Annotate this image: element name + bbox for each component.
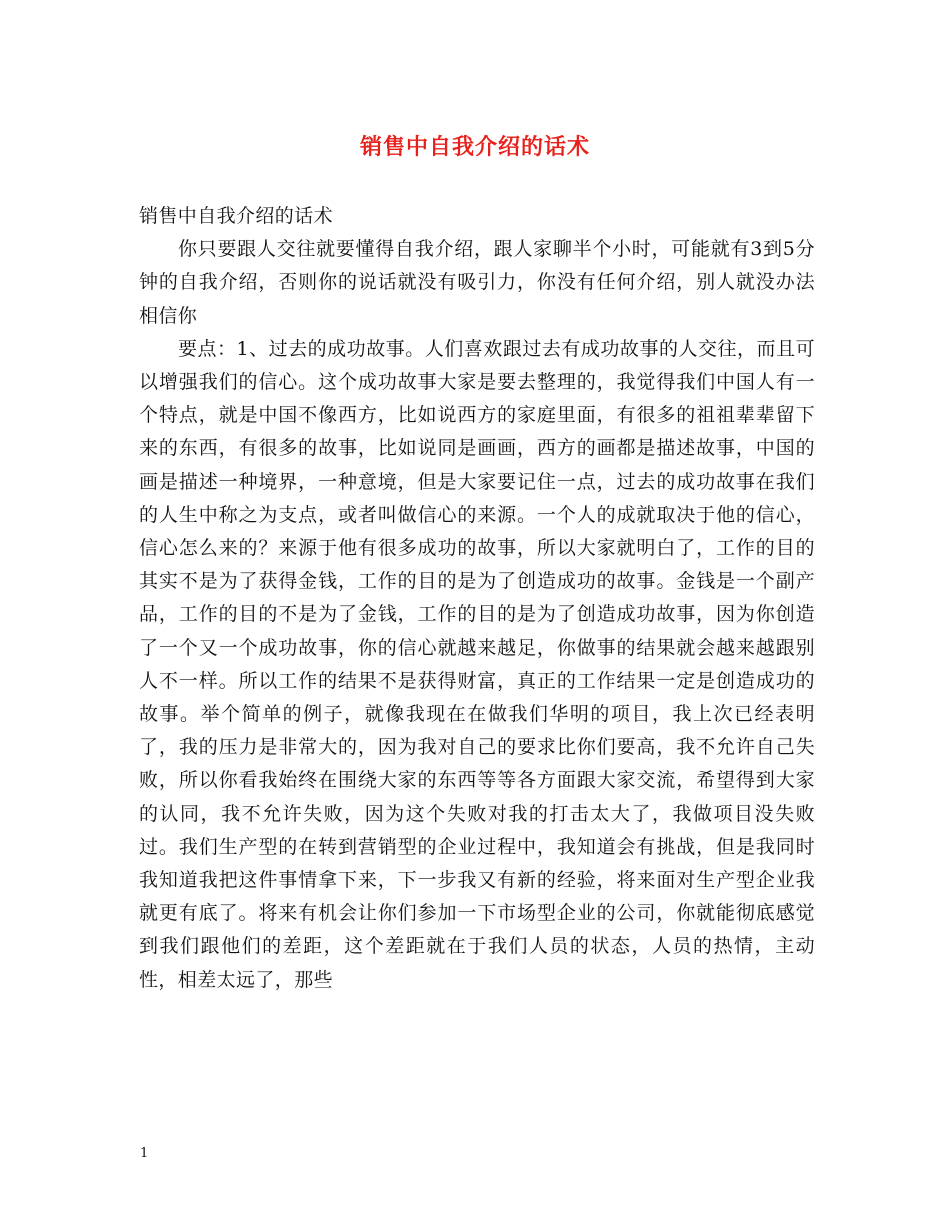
body-heading-paragraph: 销售中自我介绍的话术: [139, 205, 334, 227]
page-number: 1: [140, 1146, 149, 1161]
intro-paragraph: 你只要跟人交往就要懂得自我介绍，跟人家聊半个小时，可能就有3到5分钟的自我介绍，否则你的说话就没有吸引力，你没有任何介绍，别人就没办法相信你: [139, 238, 815, 327]
key-points-paragraph: 要点：1、过去的成功故事。人们喜欢跟过去有成功故事的人交往，而且可以增强我们的信心。这个成功故事大家是要去整理的，我觉得我们中国人有一个特点，就是中国不像西方，比如说西方的家庭里面，有很多的祖祖辈辈留下来的东西，有很多的故事，比如说同是画画，西方的画都是描述故事，中国的画是描述一种境界，一种意境，但是大家要记住一点，过去的成功故事在我们的人生中称之为支点，或者叫做信心的来源。一个人的成就取决于他的信心，信心怎么来的？来源于他有很多成功的故事，所以大家就明白了，工作的目的其实不是为了获得金钱，工作的目的是为了创造成功的故事。金钱是一个副产品，工作的目的不是为了金钱，工作的目的是为了创造成功故事，因为你创造了一个又一个成功故事，你的信心就越来越足，你做事的结果就会越来越跟别人不一样。所以工作的结果不是获得财富，真正的工作结果一定是创造成功的故事。举个简单的例子，就像我现在在做我们华明的项目，我上次已经表明了，我的压力是非常大的，因为我对自己的要求比你们要高，我不允许自己失败，所以你看我始终在围绕大家的东西等等各方面跟大家交流，希望得到大家的认同，我不允许失败，因为这个失败对我的打击太大了，我做项目没失败过。我们生产型的在转到营销型的企业过程中，我知道会有挑战，但是我同时我知道我把这件事情拿下来，下一步我又有新的经验，将来面对生产型企业我就更有底了。将来有机会让你们参加一下市场型企业的公司，你就能彻底感觉到我们跟他们的差距，这个差距就在于我们人员的状态，人员的热情，主动性，相差太远了，那些: [139, 337, 815, 991]
document-body: [139, 200, 815, 997]
document-title: 销售中自我介绍的话术: [359, 134, 590, 160]
